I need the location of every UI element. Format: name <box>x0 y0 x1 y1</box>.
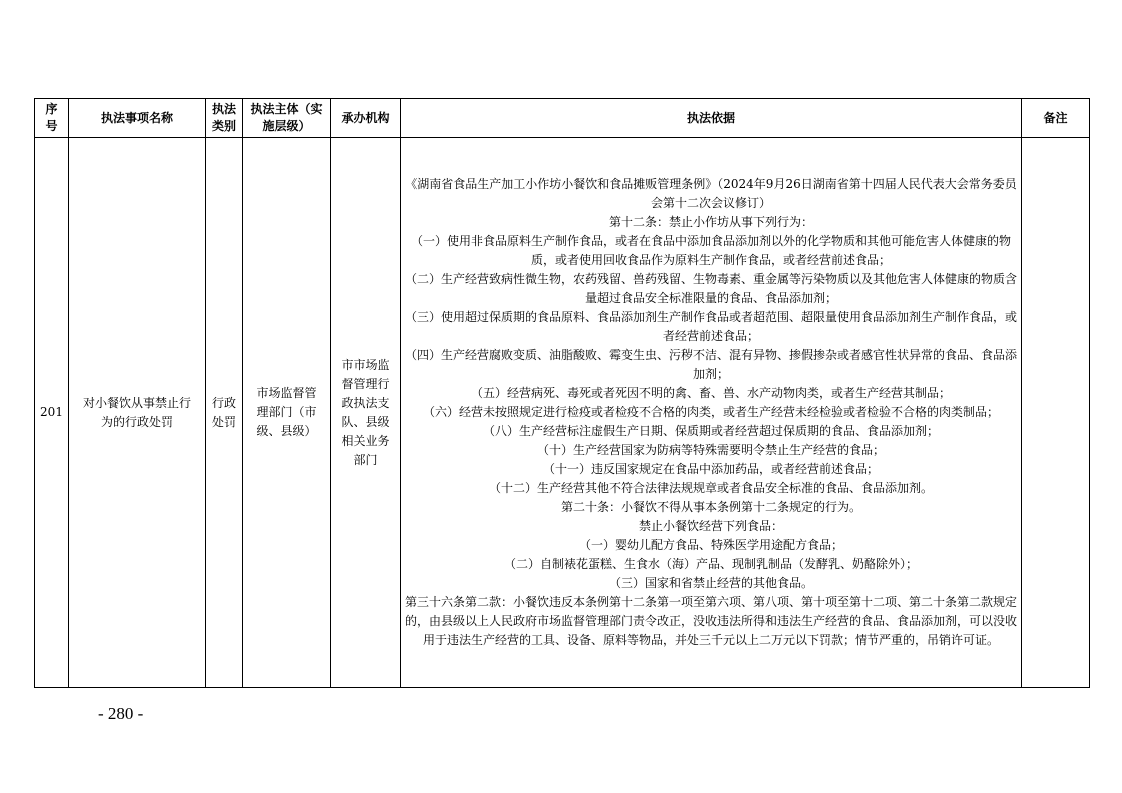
header-subject: 执法主体（实施层级） <box>243 99 331 138</box>
row-basis <box>401 138 1022 688</box>
row-remark <box>1022 138 1090 688</box>
row-agency: 市市场监督管理行政执法支队、县级相关业务部门 <box>331 138 401 688</box>
row-subject: 市场监督管理部门（市级、县级） <box>243 138 331 688</box>
basis-line: （二）自制裱花蛋糕、生食水（海）产品、现制乳制品（发酵乳、奶酪除外）； <box>503 557 918 571</box>
basis-line: （一）婴幼儿配方食品、特殊医学用途配方食品； <box>578 538 843 552</box>
basis-line: （八）生产经营标注虚假生产日期、保质期或者经营超过保质期的食品、食品添加剂； <box>482 424 939 438</box>
header-row <box>35 99 1090 138</box>
basis-line: （三）使用超过保质期的食品原料、食品添加剂生产制作食品或者超范围、超限量使用食品添加剂生产制作食品，或者经营前述食品； <box>404 310 1017 343</box>
header-name: 执法事项名称 <box>69 99 206 138</box>
basis-line: （十）生产经营国家为防病等特殊需要明令禁止生产经营的食品； <box>536 443 885 457</box>
header-agency: 承办机构 <box>331 99 401 138</box>
basis-line: 第二十条：小餐饮不得从事本条例第十二条规定的行为。 <box>560 500 861 514</box>
basis-line: （十二）生产经营其他不符合法律法规规章或者食品安全标准的食品、食品添加剂。 <box>488 481 933 495</box>
basis-line: 第十二条：禁止小作坊从事下列行为： <box>608 215 813 229</box>
basis-line: 禁止小餐饮经营下列食品： <box>638 519 783 533</box>
basis-line: （五）经营病死、毒死或者死因不明的禽、畜、兽、水产动物肉类，或者生产经营其制品； <box>470 386 951 400</box>
basis-line: （二）生产经营致病性微生物，农药残留、兽药残留、生物毒素、重金属等污染物质以及其他危害人体健康的物质含量超过食品安全标准限量的食品、食品添加剂； <box>404 272 1017 305</box>
basis-line: 第三十六条第二款：小餐饮违反本条例第十二条第一项至第六项、第八项、第十项至第十二项、第二十条第二款规定的，由县级以上人民政府市场监督管理部门责令改正，没收违法所得和违法生产经营的食品、食品添加剂，可以没收用于违法生产经营的工具、设备、原料等物品，并处三千元以上二万元以下罚款；情节严重的，吊销许可证。 <box>404 595 1017 647</box>
row-name: 对小餐饮从事禁止行为的行政处罚 <box>69 138 206 688</box>
header-seq: 序号 <box>35 99 69 138</box>
header-remark: 备注 <box>1022 99 1090 138</box>
basis-line: （四）生产经营腐败变质、油脂酸败、霉变生虫、污秽不洁、混有异物、掺假掺杂或者感官性状异常的食品、食品添加剂； <box>404 348 1017 381</box>
row-category: 行政处罚 <box>206 138 243 688</box>
header-category: 执法类别 <box>206 99 243 138</box>
basis-line: （十一）违反国家规定在食品中添加药品，或者经营前述食品； <box>542 462 879 476</box>
basis-line: （三）国家和省禁止经营的其他食品。 <box>608 576 813 590</box>
basis-line: （一）使用非食品原料生产制作食品，或者在食品中添加食品添加剂以外的化学物质和其他可能危害人体健康的物质，或者使用回收食品作为原料生产制作食品，或者经营前述食品； <box>410 234 1011 267</box>
basis-line: （六）经营未按照规定进行检疫或者检疫不合格的肉类，或者生产经营未经检验或者检验不合格的肉类制品； <box>422 405 999 419</box>
enforcement-table <box>34 98 1090 688</box>
page-number: - 280 - <box>98 704 144 723</box>
header-basis: 执法依据 <box>401 99 1022 138</box>
basis-line: 《湖南省食品生产加工小作坊小餐饮和食品摊贩管理条例》（2024年9月26日湖南省第十四届人民代表大会常务委员会第十二次会议修订） <box>405 177 1017 210</box>
table-row <box>35 138 1090 688</box>
row-seq: 201 <box>35 138 69 688</box>
